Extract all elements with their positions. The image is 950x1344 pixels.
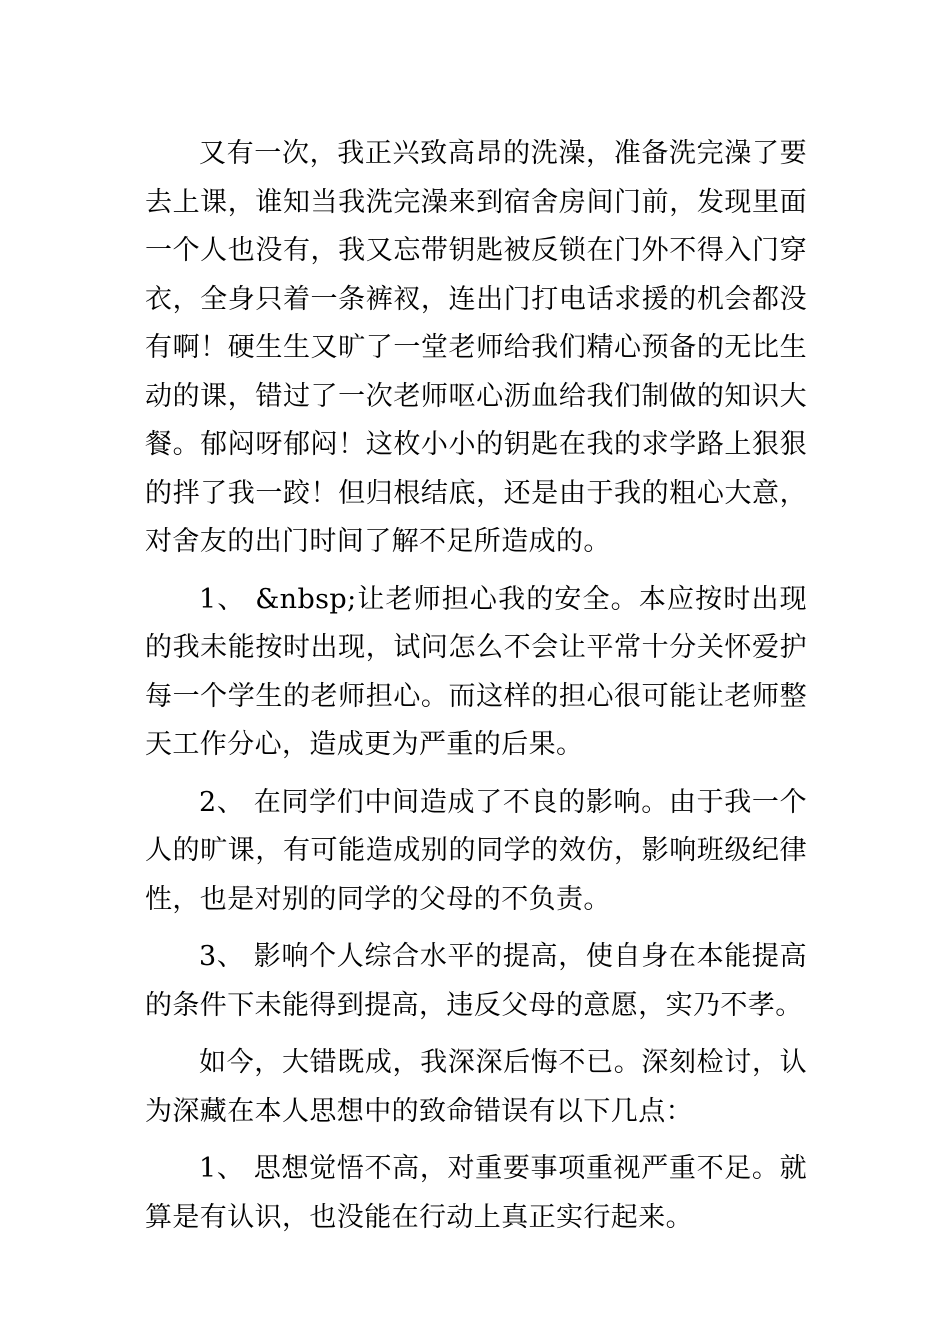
paragraph-bathing-story: 又有一次，我正兴致高昂的洗澡，准备洗完澡了要去上课，谁知当我洗完澡来到宿舍房间门前，发现里面一个人也没有，我又忘带钥匙被反锁在门外不得入门穿衣，全身只着一条裤衩，连出门打电话求援的机会都没有啊！硬生生又旷了一堂老师给我们精心预备的无比生动的课，错过了一次老师呕心沥血给我们制做的知识大餐。郁闷呀郁闷！这枚小小的钥匙在我的求学路上狠狠的拌了我一跤！但归根结底，还是由于我的粗心大意，对舍友的出门时间了解不足所造成的。 bbox=[145, 138, 807, 557]
paragraph-point-2-bad-influence: 2、 在同学们中间造成了不良的影响。由于我一个人的旷课，有可能造成别的同学的效仿，影响班级纪律性，也是对别的同学的父母的不负责。 bbox=[145, 786, 807, 915]
paragraph-reflection-intro: 如今，大错既成，我深深后悔不已。深刻检讨，认为深藏在本人思想中的致命错误有以下几点： bbox=[145, 1047, 807, 1127]
paragraph-error-1-awareness: 1、 思想觉悟不高，对重要事项重视严重不足。就算是有认识，也没能在行动上真正实行起来。 bbox=[145, 1153, 807, 1233]
paragraph-point-3-personal-progress: 3、 影响个人综合水平的提高，使自身在本能提高的条件下未能得到提高，违反父母的意愿，实乃不孝。 bbox=[145, 941, 807, 1021]
document-body bbox=[145, 130, 807, 1251]
paragraph-point-1-teacher-worry: 1、 &nbsp;让老师担心我的安全。本应按时出现的我未能按时出现，试问怎么不会让平常十分关怀爱护每一个学生的老师担心。而这样的担心很可能让老师整天工作分心，造成更为严重的后果。 bbox=[145, 583, 807, 760]
